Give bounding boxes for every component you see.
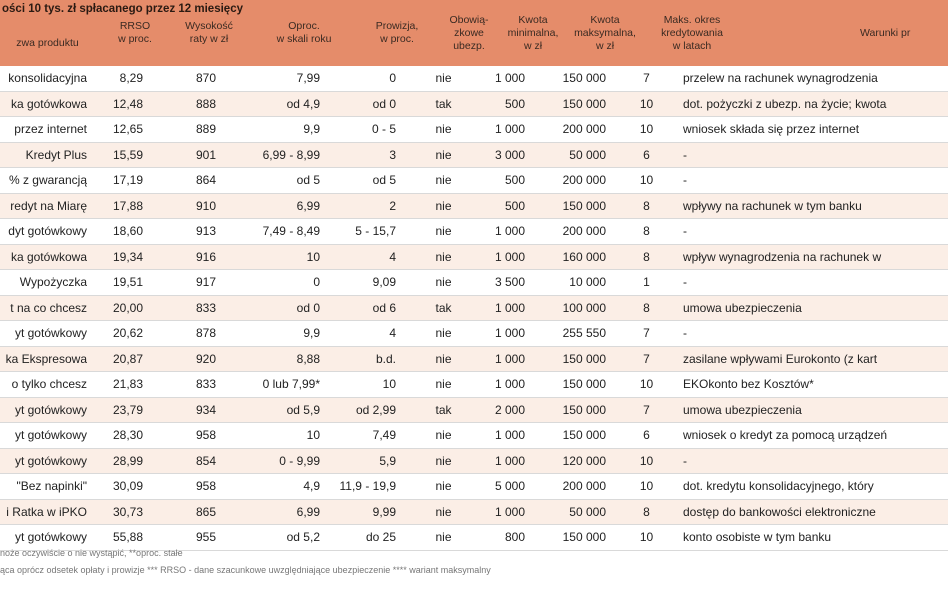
cell-max-amount: 150 000	[539, 346, 616, 372]
table-row	[0, 474, 948, 500]
footnote-1: noże oczywiście o nie wystąpić, **oproc. stałe	[0, 548, 183, 558]
table-row	[0, 321, 948, 347]
cell-product: yt gotówkowy	[0, 397, 87, 423]
table-row	[0, 142, 948, 168]
cell-installment: 833	[157, 372, 230, 398]
cell-installment: 958	[157, 474, 230, 500]
cell-min-amount: 800	[477, 525, 539, 551]
cell-insurance: nie	[410, 346, 477, 372]
cell-max-amount: 150 000	[539, 372, 616, 398]
cell-conditions: wpływy na rachunek w tym banku	[677, 193, 948, 219]
table-row	[0, 372, 948, 398]
cell-installment: 955	[157, 525, 230, 551]
cell-interest: 6,99 - 8,99	[230, 142, 328, 168]
cell-commission: 9,09	[328, 270, 410, 296]
table-row	[0, 219, 948, 245]
cell-interest: od 5,9	[230, 397, 328, 423]
cell-conditions: zasilane wpływami Eurokonto (z kart	[677, 346, 948, 372]
cell-min-amount: 1 000	[477, 499, 539, 525]
table-row	[0, 66, 948, 91]
cell-insurance: nie	[410, 372, 477, 398]
cell-product: yt gotówkowy	[0, 448, 87, 474]
cell-max-period: 8	[616, 244, 677, 270]
cell-installment: 934	[157, 397, 230, 423]
table-row	[0, 295, 948, 321]
cell-rrso: 28,30	[87, 423, 157, 449]
cell-installment: 889	[157, 117, 230, 143]
table-row	[0, 499, 948, 525]
cell-installment: 910	[157, 193, 230, 219]
cell-rrso: 19,51	[87, 270, 157, 296]
cell-max-amount: 200 000	[539, 117, 616, 143]
cell-product: Wypożyczka	[0, 270, 87, 296]
cell-min-amount: 1 000	[477, 66, 539, 91]
cell-min-amount: 500	[477, 168, 539, 194]
cell-commission: od 5	[328, 168, 410, 194]
cell-max-amount: 150 000	[539, 397, 616, 423]
cell-max-period: 8	[616, 193, 677, 219]
table-row	[0, 193, 948, 219]
cell-max-amount: 150 000	[539, 525, 616, 551]
cell-insurance: nie	[410, 423, 477, 449]
cell-min-amount: 1 000	[477, 448, 539, 474]
cell-max-amount: 200 000	[539, 474, 616, 500]
cell-product: i Ratka w iPKO	[0, 499, 87, 525]
cell-conditions: wpływ wynagrodzenia na rachunek w	[677, 244, 948, 270]
cell-commission: od 6	[328, 295, 410, 321]
cell-interest: 0	[230, 270, 328, 296]
table-row	[0, 91, 948, 117]
cell-installment: 913	[157, 219, 230, 245]
cell-min-amount: 1 000	[477, 423, 539, 449]
cell-rrso: 20,62	[87, 321, 157, 347]
cell-min-amount: 3 500	[477, 270, 539, 296]
cell-max-amount: 160 000	[539, 244, 616, 270]
cell-min-amount: 1 000	[477, 219, 539, 245]
cell-product: ka gotówkowa	[0, 244, 87, 270]
cell-installment: 901	[157, 142, 230, 168]
cell-insurance: nie	[410, 321, 477, 347]
cell-installment: 864	[157, 168, 230, 194]
cell-product: przez internet	[0, 117, 87, 143]
cell-installment: 916	[157, 244, 230, 270]
header-product: zwa produktu	[16, 36, 79, 49]
cell-conditions: dot. kredytu konsolidacyjnego, który	[677, 474, 948, 500]
table-row	[0, 346, 948, 372]
cell-max-amount: 100 000	[539, 295, 616, 321]
cell-rrso: 17,88	[87, 193, 157, 219]
cell-conditions: -	[677, 270, 948, 296]
cell-commission: 0	[328, 66, 410, 91]
cell-max-period: 6	[616, 423, 677, 449]
cell-interest: 7,49 - 8,49	[230, 219, 328, 245]
cell-rrso: 30,73	[87, 499, 157, 525]
cell-commission: od 0	[328, 91, 410, 117]
cell-max-period: 8	[616, 499, 677, 525]
cell-rrso: 18,60	[87, 219, 157, 245]
header-max-amount: Kwota maksymalna, w zł	[574, 13, 636, 52]
cell-product: yt gotówkowy	[0, 525, 87, 551]
cell-interest: 7,99	[230, 66, 328, 91]
cell-conditions: umowa ubezpieczenia	[677, 397, 948, 423]
cell-conditions: wniosek składa się przez internet	[677, 117, 948, 143]
cell-max-period: 7	[616, 397, 677, 423]
cell-installment: 878	[157, 321, 230, 347]
cell-installment: 854	[157, 448, 230, 474]
cell-product: t na co chcesz	[0, 295, 87, 321]
cell-installment: 920	[157, 346, 230, 372]
header-rrso: RRSO w proc.	[118, 20, 152, 45]
cell-conditions: konto osobiste w tym banku	[677, 525, 948, 551]
cell-installment: 917	[157, 270, 230, 296]
cell-installment: 888	[157, 91, 230, 117]
cell-commission: od 2,99	[328, 397, 410, 423]
header-commission: Prowizja, w proc.	[375, 20, 419, 45]
cell-min-amount: 1 000	[477, 372, 539, 398]
cell-interest: 6,99	[230, 499, 328, 525]
cell-conditions: umowa ubezpieczenia	[677, 295, 948, 321]
cell-max-amount: 120 000	[539, 448, 616, 474]
cell-commission: do 25	[328, 525, 410, 551]
cell-insurance: nie	[410, 499, 477, 525]
cell-commission: 9,99	[328, 499, 410, 525]
cell-max-period: 8	[616, 295, 677, 321]
cell-interest: 0 - 9,99	[230, 448, 328, 474]
table-row	[0, 525, 948, 551]
cell-max-period: 10	[616, 168, 677, 194]
table-row	[0, 448, 948, 474]
cell-insurance: nie	[410, 474, 477, 500]
cell-interest: 8,88	[230, 346, 328, 372]
cell-max-period: 8	[616, 219, 677, 245]
cell-commission: 7,49	[328, 423, 410, 449]
table-row	[0, 244, 948, 270]
table-row	[0, 117, 948, 143]
cell-insurance: nie	[410, 525, 477, 551]
cell-max-period: 10	[616, 117, 677, 143]
cell-product: yt gotówkowy	[0, 321, 87, 347]
cell-insurance: tak	[410, 397, 477, 423]
cell-conditions: dostęp do bankowości elektroniczne	[677, 499, 948, 525]
header-interest: Oproc. w skali roku	[276, 20, 332, 45]
cell-rrso: 28,99	[87, 448, 157, 474]
cell-commission: 3	[328, 142, 410, 168]
cell-rrso: 20,87	[87, 346, 157, 372]
cell-interest: 9,9	[230, 321, 328, 347]
cell-rrso: 8,29	[87, 66, 157, 91]
cell-interest: 6,99	[230, 193, 328, 219]
cell-commission: b.d.	[328, 346, 410, 372]
cell-conditions: -	[677, 142, 948, 168]
cell-max-period: 10	[616, 91, 677, 117]
cell-interest: od 0	[230, 295, 328, 321]
table-row	[0, 270, 948, 296]
cell-interest: 4,9	[230, 474, 328, 500]
cell-interest: od 5,2	[230, 525, 328, 551]
cell-commission: 2	[328, 193, 410, 219]
cell-insurance: nie	[410, 117, 477, 143]
cell-commission: 0 - 5	[328, 117, 410, 143]
cell-conditions: -	[677, 321, 948, 347]
cell-commission: 11,9 - 19,9	[328, 474, 410, 500]
table-caption: ości 10 tys. zł spłacanego przez 12 miesięcy	[2, 3, 243, 15]
cell-installment: 833	[157, 295, 230, 321]
header-insurance: Obowią- zkowe ubezp.	[449, 13, 489, 52]
cell-min-amount: 1 000	[477, 321, 539, 347]
cell-max-amount: 150 000	[539, 91, 616, 117]
cell-max-amount: 50 000	[539, 142, 616, 168]
cell-conditions: -	[677, 448, 948, 474]
cell-max-amount: 150 000	[539, 66, 616, 91]
loan-table-body	[0, 66, 948, 551]
cell-commission: 4	[328, 321, 410, 347]
cell-interest: 9,9	[230, 117, 328, 143]
cell-max-period: 10	[616, 372, 677, 398]
cell-min-amount: 500	[477, 193, 539, 219]
cell-min-amount: 2 000	[477, 397, 539, 423]
cell-interest: 10	[230, 423, 328, 449]
cell-conditions: -	[677, 168, 948, 194]
cell-product: yt gotówkowy	[0, 423, 87, 449]
cell-rrso: 20,00	[87, 295, 157, 321]
cell-insurance: nie	[410, 244, 477, 270]
cell-conditions: -	[677, 219, 948, 245]
cell-rrso: 55,88	[87, 525, 157, 551]
cell-max-period: 10	[616, 525, 677, 551]
cell-insurance: tak	[410, 295, 477, 321]
cell-max-amount: 10 000	[539, 270, 616, 296]
cell-max-period: 6	[616, 142, 677, 168]
cell-rrso: 30,09	[87, 474, 157, 500]
cell-commission: 10	[328, 372, 410, 398]
cell-commission: 5 - 15,7	[328, 219, 410, 245]
table-row	[0, 168, 948, 194]
cell-commission: 4	[328, 244, 410, 270]
cell-max-amount: 50 000	[539, 499, 616, 525]
cell-installment: 865	[157, 499, 230, 525]
cell-min-amount: 500	[477, 91, 539, 117]
cell-max-period: 10	[616, 448, 677, 474]
cell-conditions: dot. pożyczki z ubezp. na życie; kwota	[677, 91, 948, 117]
cell-insurance: nie	[410, 168, 477, 194]
cell-rrso: 21,83	[87, 372, 157, 398]
cell-insurance: nie	[410, 219, 477, 245]
cell-product: "Bez napinki"	[0, 474, 87, 500]
cell-product: redyt na Miarę	[0, 193, 87, 219]
cell-product: o tylko chcesz	[0, 372, 87, 398]
cell-product: konsolidacyjna	[0, 66, 87, 91]
header-conditions: Warunki pr	[860, 26, 911, 39]
cell-insurance: nie	[410, 448, 477, 474]
cell-max-amount: 150 000	[539, 193, 616, 219]
table-row	[0, 423, 948, 449]
cell-max-period: 7	[616, 66, 677, 91]
cell-min-amount: 3 000	[477, 142, 539, 168]
cell-commission: 5,9	[328, 448, 410, 474]
cell-conditions: przelew na rachunek wynagrodzenia	[677, 66, 948, 91]
cell-insurance: nie	[410, 193, 477, 219]
table-header	[0, 0, 948, 66]
cell-rrso: 15,59	[87, 142, 157, 168]
cell-min-amount: 1 000	[477, 295, 539, 321]
cell-max-period: 1	[616, 270, 677, 296]
cell-interest: od 4,9	[230, 91, 328, 117]
cell-max-period: 7	[616, 346, 677, 372]
cell-rrso: 12,65	[87, 117, 157, 143]
header-max-period: Maks. okres kredytowania w latach	[661, 13, 723, 52]
cell-rrso: 17,19	[87, 168, 157, 194]
cell-max-amount: 200 000	[539, 219, 616, 245]
cell-product: ka Ekspresowa	[0, 346, 87, 372]
cell-conditions: EKOkonto bez Kosztów*	[677, 372, 948, 398]
cell-max-amount: 255 550	[539, 321, 616, 347]
table-row	[0, 397, 948, 423]
cell-product: % z gwarancją	[0, 168, 87, 194]
cell-min-amount: 5 000	[477, 474, 539, 500]
cell-product: dyt gotówkowy	[0, 219, 87, 245]
cell-max-period: 7	[616, 321, 677, 347]
cell-min-amount: 1 000	[477, 346, 539, 372]
cell-min-amount: 1 000	[477, 244, 539, 270]
cell-product: ka gotówkowa	[0, 91, 87, 117]
cell-product: Kredyt Plus	[0, 142, 87, 168]
cell-interest: od 5	[230, 168, 328, 194]
cell-insurance: tak	[410, 91, 477, 117]
cell-interest: 10	[230, 244, 328, 270]
cell-min-amount: 1 000	[477, 117, 539, 143]
cell-conditions: wniosek o kredyt za pomocą urządzeń	[677, 423, 948, 449]
header-min-amount: Kwota minimalna, w zł	[507, 13, 559, 52]
cell-max-period: 10	[616, 474, 677, 500]
cell-rrso: 19,34	[87, 244, 157, 270]
header-installment: Wysokość raty w zł	[185, 20, 233, 45]
cell-insurance: nie	[410, 66, 477, 91]
footnote-2: ąca oprócz odsetek opłaty i prowizje *** RRSO - dane szacunkowe uwzględniające ubezpieczenie **** wariant maksymalny	[0, 565, 491, 575]
cell-rrso: 12,48	[87, 91, 157, 117]
cell-insurance: nie	[410, 142, 477, 168]
cell-installment: 870	[157, 66, 230, 91]
cell-insurance: nie	[410, 270, 477, 296]
cell-max-amount: 150 000	[539, 423, 616, 449]
cell-interest: 0 lub 7,99*	[230, 372, 328, 398]
cell-max-amount: 200 000	[539, 168, 616, 194]
cell-installment: 958	[157, 423, 230, 449]
cell-rrso: 23,79	[87, 397, 157, 423]
